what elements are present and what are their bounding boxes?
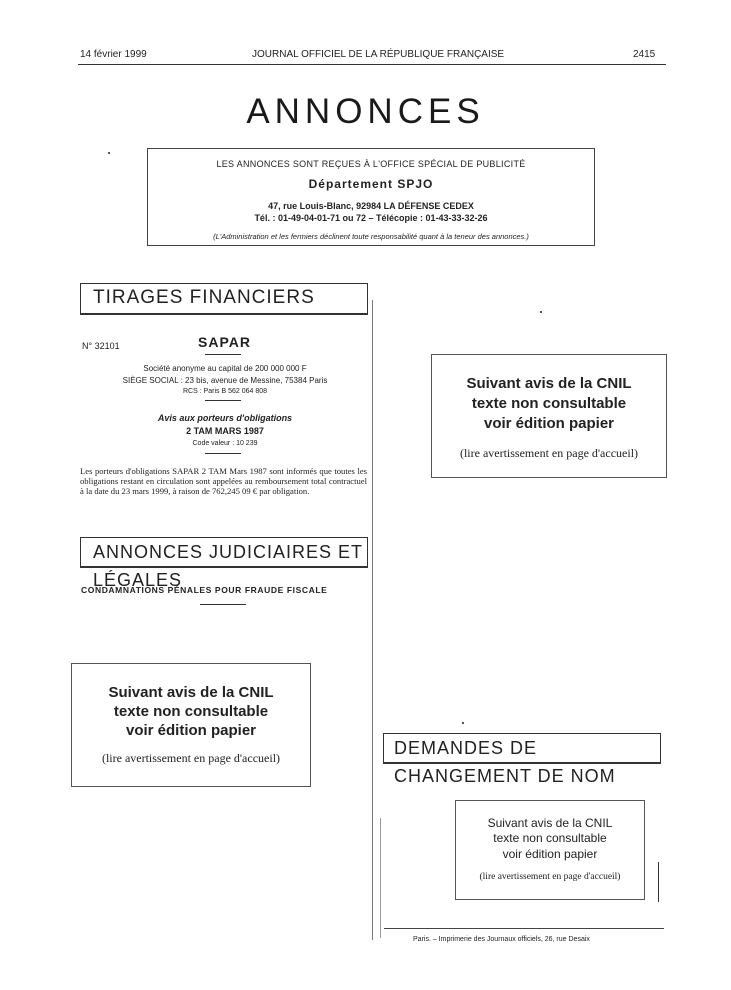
- notice-phone: Tél. : 01-49-04-01-71 ou 72 – Télécopie : 01-43-33-32-26: [254, 213, 488, 223]
- company-siege: SIÈGE SOCIAL : 23 bis, avenue de Messine, 75384 Paris: [122, 376, 328, 385]
- column-separator: [372, 300, 373, 940]
- code-valeur: Code valeur : 10 239: [192, 440, 258, 447]
- scan-line: [380, 818, 381, 938]
- header-page-number: 2415: [633, 49, 656, 60]
- cnil-line-1: Suivant avis de la CNIL: [108, 684, 274, 701]
- cnil-line-2: texte non consultable: [493, 831, 607, 845]
- company-capital: Société anonyme au capital de 200 000 000 F: [143, 364, 307, 373]
- cnil-line-2: texte non consultable: [471, 395, 627, 412]
- notice-box: [147, 148, 595, 246]
- cnil-note: (lire avertissement en page d'accueil): [101, 751, 281, 765]
- notice-line-office: LES ANNONCES SONT REÇUES À L'OFFICE SPÉCIAL DE PUBLICITÉ: [216, 159, 526, 169]
- judiciaires-subheading: CONDAMNATIONS PÉNALES POUR FRAUDE FISCALE: [81, 585, 328, 595]
- page-title: ANNONCES: [246, 92, 485, 131]
- company-rule: [205, 354, 241, 355]
- cnil-note: (lire avertissement en page d'accueil): [459, 446, 639, 460]
- header-rule: [78, 64, 666, 65]
- cnil-line-1: Suivant avis de la CNIL: [466, 375, 632, 392]
- notice-address: 47, rue Louis-Blanc, 92984 LA DÉFENSE CEDEX: [268, 201, 474, 211]
- cnil-line-3: voir édition papier: [483, 415, 615, 432]
- cnil-notice-box-1: [431, 354, 667, 478]
- header-date: 14 février 1999: [80, 49, 147, 60]
- footer-rule: [384, 928, 664, 929]
- company-rcs: RCS : Paris B 562 064 808: [182, 388, 268, 395]
- section-heading-tirages: TIRAGES FINANCIERS: [80, 283, 368, 315]
- company-info-rule: [205, 400, 241, 401]
- company-name: SAPAR: [198, 334, 251, 350]
- cnil-notice-box-2: [71, 663, 311, 787]
- footer-imprint: Paris. – Imprimerie des Journaux officiels, 26, rue Desaix: [413, 936, 590, 943]
- code-rule: [205, 453, 241, 454]
- cnil-line-2: texte non consultable: [113, 703, 269, 720]
- section-heading-judiciaires: ANNONCES JUDICIAIRES ET LÉGALES: [80, 537, 368, 568]
- cnil-notice-box-3: [455, 800, 645, 900]
- tam-title: 2 TAM MARS 1987: [186, 426, 264, 436]
- announcement-number: N° 32101: [82, 341, 120, 351]
- cnil-line-1: Suivant avis de la CNIL: [487, 816, 613, 830]
- scan-dot: [462, 722, 464, 724]
- cnil-line-3: voir édition papier: [125, 722, 257, 739]
- notice-disclaimer: (L'Administration et les fermiers déclinent toute responsabilité quant à la teneur des annonces.): [213, 232, 529, 241]
- cnil-line-3: voir édition papier: [502, 847, 598, 861]
- judiciaires-rule: [200, 604, 246, 605]
- avis-title: Avis aux porteurs d'obligations: [157, 413, 293, 423]
- scan-line: [658, 862, 659, 902]
- announcement-body: Les porteurs d'obligations SAPAR 2 TAM Mars 1987 sont informés que toutes les obligations restant en circulation sont appelées au remboursement total contractuel à la date du 23 mars 1999, à raison de 762,245 09 € par obligation.: [80, 466, 367, 496]
- notice-department: Département SPJO: [308, 177, 434, 191]
- scan-dot: [540, 311, 542, 313]
- header-journal: JOURNAL OFFICIEL DE LA RÉPUBLIQUE FRANÇAISE: [252, 49, 505, 60]
- scan-dot: [108, 152, 110, 154]
- cnil-note: (lire avertissement en page d'accueil): [479, 872, 621, 882]
- section-heading-demandes: DEMANDES DE CHANGEMENT DE NOM: [383, 733, 661, 764]
